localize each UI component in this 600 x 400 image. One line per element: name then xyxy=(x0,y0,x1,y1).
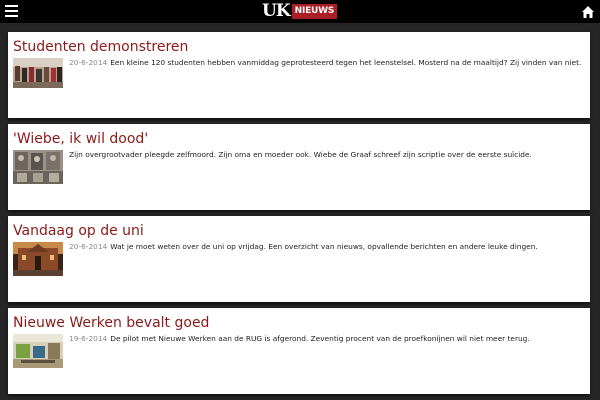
article-title[interactable]: Vandaag op de uni xyxy=(13,223,144,239)
top-bar xyxy=(0,0,600,23)
article-title[interactable]: Studenten demonstreren xyxy=(13,39,189,55)
article-summary xyxy=(69,333,584,344)
article-thumbnail[interactable] xyxy=(13,242,63,276)
article-text: De pilot met Nieuwe Werken aan de RUG is afgerond. Zeventig procent van de proefkonijnen wil niet meer terug. xyxy=(110,334,530,343)
site-logo[interactable] xyxy=(262,2,337,21)
article-card[interactable] xyxy=(8,32,590,118)
article-thumbnail[interactable] xyxy=(13,334,63,368)
home-icon[interactable] xyxy=(581,4,595,18)
hamburger-menu-icon[interactable] xyxy=(5,5,18,17)
article-text: Zijn overgrootvader pleegde zelfmoord. Zijn oma en moeder ook. Wiebe de Graaf schreef zijn scriptie over de eerste suïcide. xyxy=(69,150,532,159)
article-thumbnail[interactable] xyxy=(13,58,63,88)
article-card[interactable] xyxy=(8,124,590,210)
article-date: 20-6-2014 xyxy=(69,242,108,251)
article-title[interactable]: 'Wiebe, ik wil dood' xyxy=(13,131,149,147)
article-title[interactable]: Nieuwe Werken bevalt goed xyxy=(13,315,210,331)
article-summary xyxy=(69,149,584,160)
article-summary xyxy=(69,57,584,68)
article-card[interactable] xyxy=(8,216,590,302)
article-text: Wat je moet weten over de uni op vrijdag. Een overzicht van nieuws, opvallende berichten en andere leuke dingen. xyxy=(110,242,538,251)
news-feed xyxy=(8,32,590,400)
article-summary xyxy=(69,241,584,252)
logo-uk: UK xyxy=(262,1,290,21)
article-card[interactable] xyxy=(8,308,590,394)
article-date: 19-6-2014 xyxy=(69,334,108,343)
article-thumbnail[interactable] xyxy=(13,150,63,184)
article-text: Een kleine 120 studenten hebben vanmiddag geprotesteerd tegen het leenstelsel. Mosterd na de maaltijd? Zij vinden van niet. xyxy=(110,58,582,67)
logo-nieuws: NIEUWS xyxy=(292,4,338,19)
article-date: 20-6-2014 xyxy=(69,58,108,67)
